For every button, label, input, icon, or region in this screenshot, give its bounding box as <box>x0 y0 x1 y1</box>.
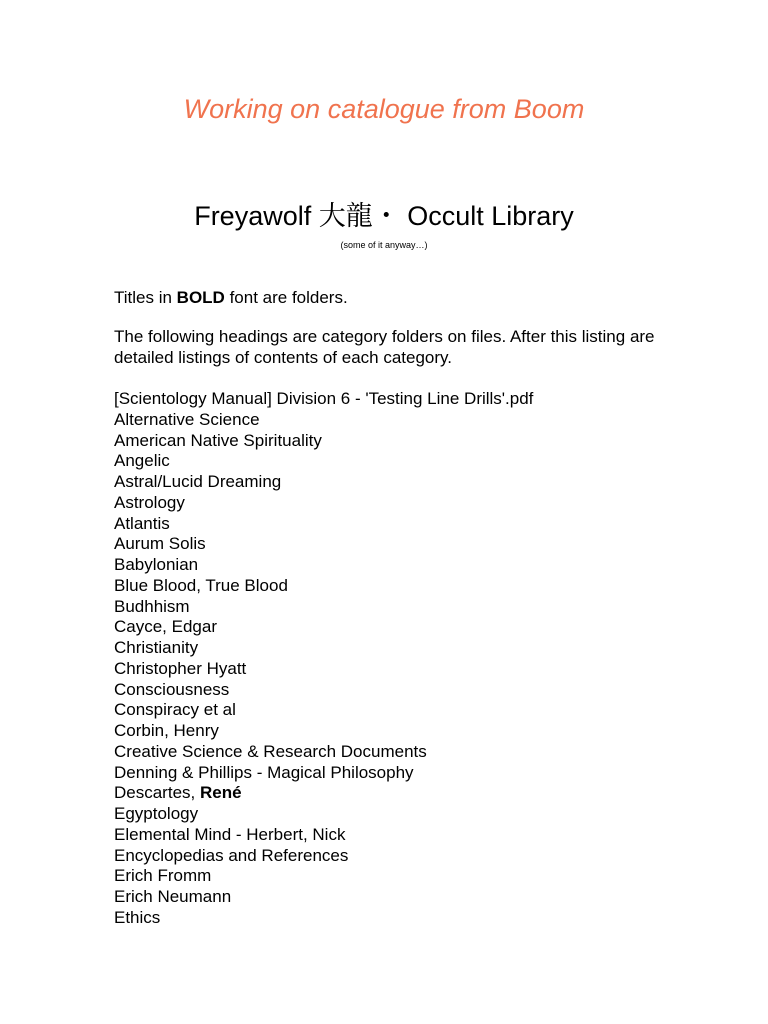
catalogue-notice: Working on catalogue from Boom <box>183 94 585 124</box>
list-item: Astrology <box>114 492 185 512</box>
bold-note <box>114 287 674 308</box>
list-item: Alternative Science <box>114 409 260 429</box>
category-description: The following headings are category folders on files. After this listing are detailed listings of contents of each category. <box>114 327 655 367</box>
list-item: Blue Blood, True Blood <box>114 575 288 595</box>
list-item: Conspiracy et al <box>114 700 236 720</box>
list-item: Aurum Solis <box>114 534 206 554</box>
list-item: Corbin, Henry <box>114 721 219 740</box>
list-item: Babylonian <box>114 555 199 574</box>
list-item: Christopher Hyatt <box>114 658 247 678</box>
list-item: Consciousness <box>114 679 230 699</box>
list-item: Erich Fromm <box>114 866 212 886</box>
descartes-bold-name: René <box>199 783 242 803</box>
list-item: Astral/Lucid Dreaming <box>114 472 282 491</box>
list-item: Creative Science & Research Documents <box>114 741 427 761</box>
bold-note-word: BOLD <box>176 288 225 307</box>
list-item-descartes <box>114 783 714 804</box>
list-item: Angelic <box>114 451 170 471</box>
list-item: Erich Neumann <box>114 887 232 906</box>
list-item: Egyptology <box>114 804 199 823</box>
bold-note-suffix: font are folders. <box>224 288 348 307</box>
library-subtitle: (some of it anyway…) <box>340 240 428 250</box>
list-item: Atlantis <box>114 513 170 533</box>
library-title: Freyawolf 大龍・ Occult Library <box>194 201 574 231</box>
list-item: Encyclopedias and References <box>114 845 349 865</box>
list-item: American Native Spirituality <box>114 430 322 450</box>
list-item: Budhhism <box>114 596 190 616</box>
list-item: Ethics <box>114 907 161 927</box>
list-item: [Scientology Manual] Division 6 - 'Testing Line Drills'.pdf <box>114 389 534 408</box>
bold-note-prefix: Titles in <box>114 288 177 307</box>
list-item: Cayce, Edgar <box>114 617 217 637</box>
list-item: Christianity <box>114 638 199 657</box>
category-list <box>114 389 714 929</box>
descartes-prefix: Descartes, <box>114 783 200 803</box>
list-item: Denning & Phillips - Magical Philosophy <box>114 762 414 782</box>
list-item: Elemental Mind - Herbert, Nick <box>114 824 346 844</box>
